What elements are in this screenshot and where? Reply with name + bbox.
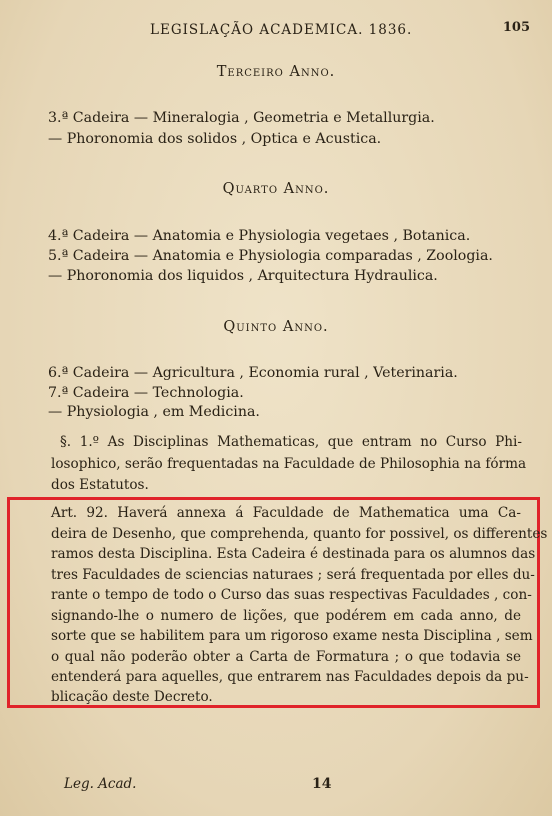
course-line: 7.ª Cadeira — Technologia. — [48, 385, 244, 401]
course-line: — Phoronomia dos liquidos , Arquitectura Hydraulica. — [48, 268, 438, 284]
article-line: tres Faculdades de sciencias naturaes ; será frequentada por elles du- — [51, 567, 535, 583]
article-line: deira de Desenho, que comprehenda, quanto for possivel, os differentes — [51, 526, 548, 542]
running-head: LEGISLAÇÃO ACADEMICA. 1836. — [150, 22, 413, 38]
signature-mark: Leg. Acad. — [64, 776, 137, 792]
paragraph-line: dos Estatutos. — [51, 477, 149, 493]
article-line: signando-lhe o numero de lições, que podérem em cada anno, de — [51, 608, 521, 624]
article-line: sorte que se habilitem para um rigoroso exame nesta Disciplina , sem — [51, 628, 533, 644]
page-header — [0, 18, 552, 42]
article-line: o qual não poderão obter a Carta de Formatura ; o que todavia se — [51, 649, 521, 665]
section-heading-fourth-year: Quarto Anno. — [222, 181, 330, 197]
course-line: 5.ª Cadeira — Anatomia e Physiologia comparadas , Zoologia. — [48, 248, 493, 264]
paragraph-line: losophico, serão frequentadas na Faculdade de Philosophia na fórma — [51, 456, 527, 472]
course-line: 4.ª Cadeira — Anatomia e Physiologia vegetaes , Botanica. — [48, 228, 471, 244]
section-heading-third-year: Terceiro Anno. — [216, 64, 336, 80]
article-line: Art. 92. Haverá annexa á Faculdade de Mathematica uma Ca- — [51, 505, 521, 521]
course-line: 6.ª Cadeira — Agricultura , Economia rural , Veterinaria. — [48, 365, 458, 381]
course-line: — Phoronomia dos solidos , Optica e Acustica. — [48, 131, 382, 147]
article-line: ramos desta Disciplina. Esta Cadeira é destinada para os alumnos das — [51, 546, 536, 562]
sheet-number: 14 — [312, 776, 332, 792]
page-footer — [0, 776, 552, 798]
section-heading-fifth-year: Quinto Anno. — [223, 319, 329, 335]
page-number: 105 — [502, 20, 530, 35]
course-line: — Physiologia , em Medicina. — [48, 404, 260, 420]
article-line: blicação deste Decreto. — [51, 689, 213, 705]
article-line: rante o tempo de todo o Curso das suas respectivas Faculdades , con- — [51, 587, 532, 603]
article-line: entenderá para aquelles, que entrarem nas Faculdades depois da pu- — [51, 669, 529, 685]
course-line: 3.ª Cadeira — Mineralogia , Geometria e Metallurgia. — [48, 110, 435, 126]
paragraph-line: §. 1.º As Disciplinas Mathematicas, que entram no Curso Phi- — [60, 434, 522, 450]
